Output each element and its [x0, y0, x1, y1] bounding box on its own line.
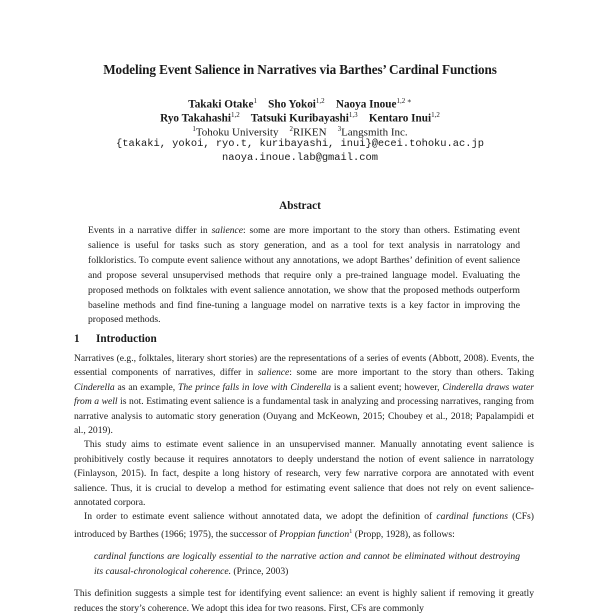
quote-citation: (Prince, 2003): [231, 565, 289, 577]
body-text: [74, 352, 534, 616]
section-title: Introduction: [96, 333, 157, 345]
abstract-emphasis: salience: [211, 225, 244, 236]
author-affil-mark: 1,2 ∗: [396, 97, 412, 105]
email-line-1: {takaki, yokoi, ryo.t, kuribayashi, inui}@ecei.tohoku.ac.jp: [116, 138, 484, 150]
author-affil-mark: 1,2: [230, 111, 240, 119]
paper-title: Modeling Event Salience in Narratives via Barthes’ Cardinal Functions: [103, 62, 497, 77]
text-run: Narratives (e.g., folktales, literary short stories) are the representations of a series of events (Abbott, 2008). Events, the essential components of narratives, differ in: [74, 353, 534, 379]
text-run: as an example,: [114, 381, 178, 393]
emphasis: Cinderella draws water from a well: [74, 381, 534, 408]
paragraph-2: This study aims to estimate event salience in an unsupervised manner. Manually annotating event salience is prohibitively costly because it requires annotators to deeply understand the notion of event salience in narratology (Finlayson, 2015). In fact, despite a long history of research, very few narrative corpora are annotated with event salience. Thus, it is crucial to develop a method for estimating event salience that does not rely on event salience-annotated corpora.: [74, 439, 534, 509]
paragraph-3: [74, 510, 534, 542]
author-name: Naoya Inoue: [335, 98, 397, 111]
affiliation-name: RIKEN: [292, 126, 327, 139]
text-run: (Propp, 1928), as follows:: [352, 529, 455, 541]
abstract-heading: Abstract: [279, 200, 321, 212]
author-name: Sho Yokoi: [268, 98, 316, 111]
emphasis: cardinal functions: [436, 511, 508, 523]
emphasis: salience: [257, 367, 290, 379]
text-run: In order to estimate event salience without annotated data, we adopt the definition of: [84, 511, 437, 523]
affiliation-name: Langsmith Inc.: [341, 126, 408, 139]
abstract-text: [88, 224, 520, 328]
text-run: (CFs) introduced by Barthes (1966; 1975), the successor of: [74, 511, 534, 541]
author-name: Takaki Otake: [188, 98, 254, 111]
author-affil-mark: 1,3: [348, 111, 358, 119]
email-line-2: naoya.inoue.lab@gmail.com: [222, 152, 378, 164]
affil-mark: 1: [192, 125, 196, 133]
paragraph-4: This definition suggests a simple test for identifying event salience: an event is highly salient if removing it greatly reduces the story’s coherence. We adopt this idea for two reasons. First, CFs are commonly: [74, 588, 534, 614]
author-affil-mark: 1: [253, 97, 257, 105]
paragraph-1: [74, 352, 534, 438]
author-affil-mark: 1,2: [315, 97, 325, 105]
affil-mark: 3: [337, 125, 342, 133]
emphasis: Cinderella: [74, 381, 115, 393]
affil-mark: 2: [289, 125, 293, 133]
author-name: Tatsuki Kuribayashi: [250, 112, 349, 125]
text-run: : some are more important to the story than others. Taking: [289, 367, 534, 379]
emphasis: Proppian function: [279, 529, 350, 541]
section-number: 1: [74, 333, 80, 345]
author-affil-mark: 1,2: [431, 111, 440, 119]
author-name: Kentaro Inui: [368, 112, 432, 125]
author-name: Ryo Takahashi: [160, 112, 231, 125]
quote-text: cardinal functions are logically essential to the narrative action and cannot be eliminated without destroying its causal-chronological coherence.: [94, 551, 520, 577]
section-heading: [74, 333, 157, 345]
abstract-text-part: Events in a narrative differ in: [88, 225, 212, 236]
text-run: is a salient event; however,: [331, 381, 443, 393]
emphasis: The prince falls in love with Cinderella: [177, 381, 332, 393]
block-quote: [94, 550, 520, 579]
text-run: is not. Estimating event salience is a fundamental task in analyzing and processing narratives, ranging from narrative analysis to automatic story generation (Ouyang and McKeown, 2015; Choubey et al., 2018; Papalampidi et al., 2019).: [74, 396, 535, 437]
affiliation-name: Tohoku University: [195, 126, 279, 139]
abstract-text-part: : some are more important to the story than others. Estimating event salience is useful for tasks such as story generation, and as a tool for text analysis in narratology and folkloristics. To compute event salience without any annotations, we adopt Barthes’ definition of event salience and propose several unsupervised methods that require only a pre-trained language model. Evaluating the proposed methods on folktales with event salience annotation, we show that the proposed methods outperform baseline methods and find fine-tuning a language model on narrative texts is a key factor in improving the proposed methods.: [88, 225, 521, 326]
footnote-mark: 1: [349, 527, 353, 535]
